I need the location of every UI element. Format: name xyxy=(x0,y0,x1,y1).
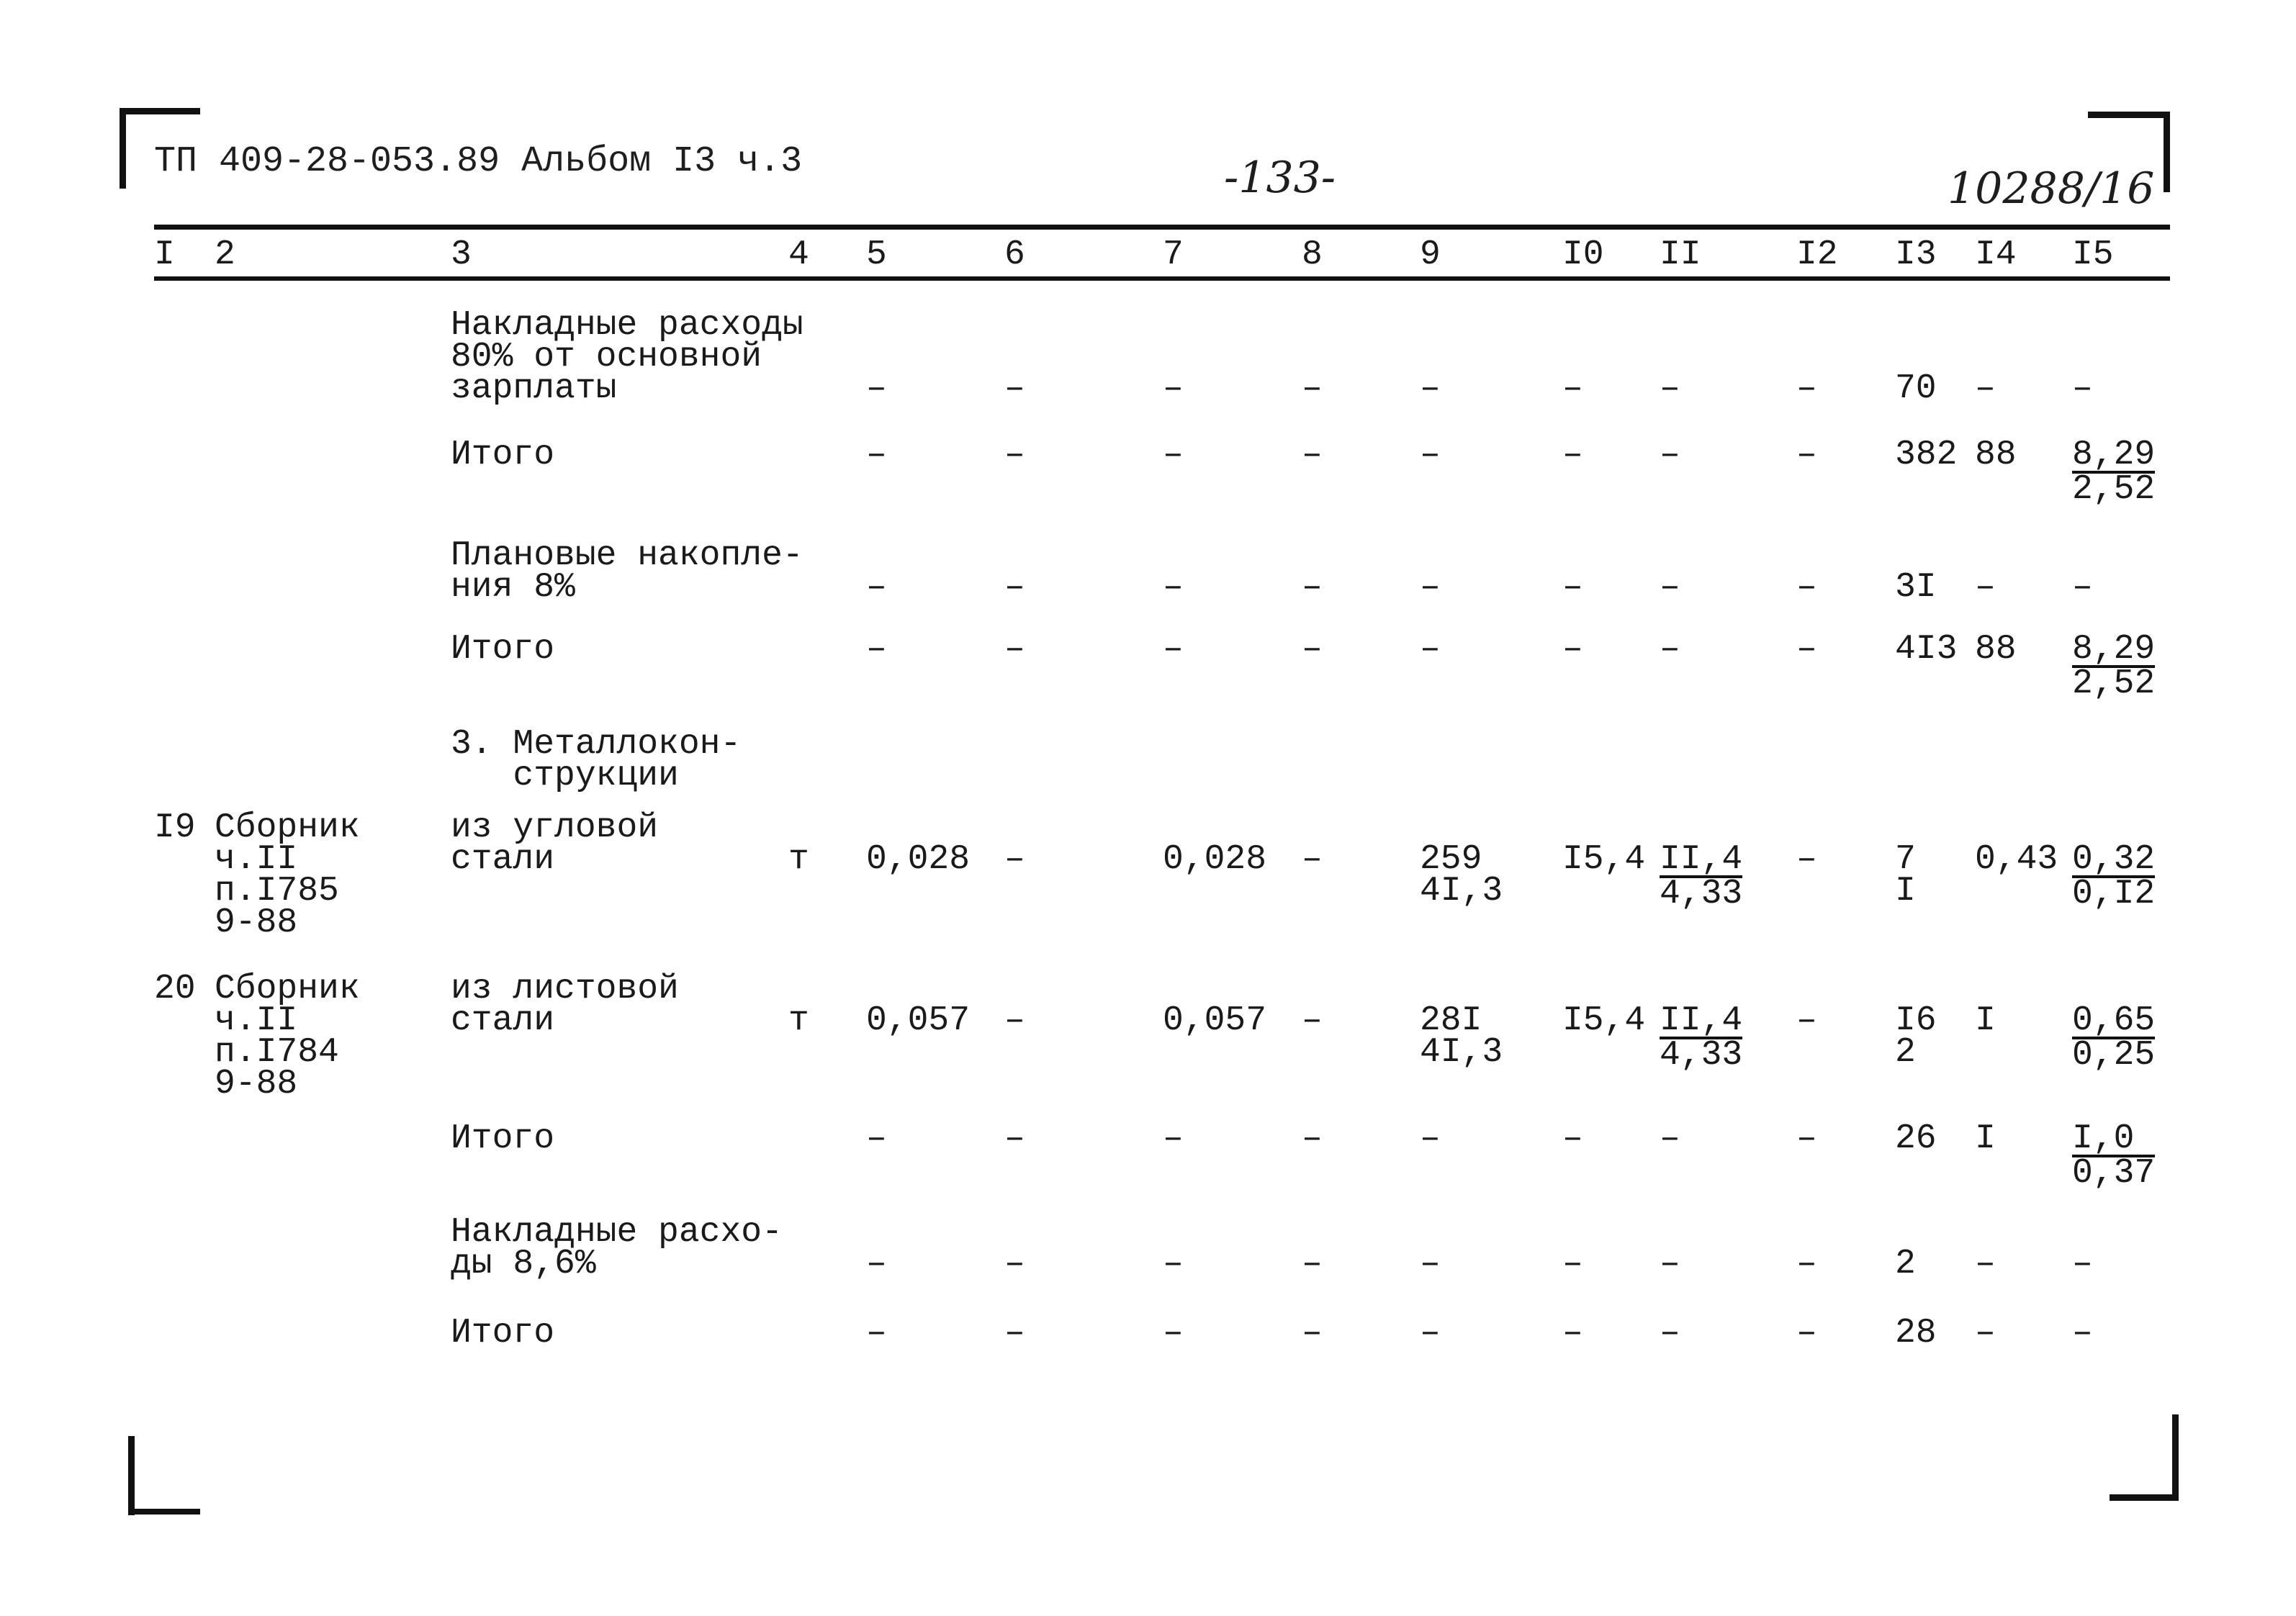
frame-corner-top-right-horizontal xyxy=(2088,112,2170,118)
fraction-denominator: 2,52 xyxy=(2072,664,2156,703)
col9-cell: – xyxy=(1420,1314,1441,1353)
col10-cell: – xyxy=(1562,568,1583,607)
col15-fraction xyxy=(2072,840,2156,913)
header-top-rule xyxy=(154,225,2170,230)
col14-cell: 0,43 xyxy=(1975,840,2058,879)
item-name-line: стали xyxy=(451,840,555,879)
col15-cell: – xyxy=(2072,568,2093,607)
column-number: 4 xyxy=(788,235,809,274)
col8-cell: – xyxy=(1302,435,1323,474)
col13-cell: 70 xyxy=(1895,369,1937,408)
col8-cell: – xyxy=(1302,630,1323,669)
source-reference-line: 9-88 xyxy=(215,903,298,942)
row-number: 20 xyxy=(154,970,196,1008)
fraction-numerator: II,4 xyxy=(1660,1001,1743,1040)
col13-cell: 7 xyxy=(1895,840,1916,879)
item-name-line: ния 8% xyxy=(451,568,575,607)
col6-cell: – xyxy=(1004,1119,1025,1158)
column-number: I3 xyxy=(1895,235,1937,274)
col13-cell: 26 xyxy=(1895,1119,1937,1158)
col12-cell: – xyxy=(1796,1119,1817,1158)
column-number: I4 xyxy=(1975,235,2017,274)
col6-cell: – xyxy=(1004,840,1025,879)
frame-corner-bottom-left-vertical xyxy=(128,1436,135,1515)
col11-cell: – xyxy=(1660,1119,1680,1158)
item-name-line: Итого xyxy=(451,1314,555,1353)
col8-cell: – xyxy=(1302,1314,1323,1353)
col15-fraction xyxy=(2072,1001,2156,1075)
col10-cell: – xyxy=(1562,630,1583,669)
col6-cell: – xyxy=(1004,1314,1025,1353)
col15-cell: – xyxy=(2072,1314,2093,1353)
col6-cell: – xyxy=(1004,369,1025,408)
column-number: 3 xyxy=(451,235,472,274)
col12-cell: – xyxy=(1796,1314,1817,1353)
col14-cell: 88 xyxy=(1975,630,2017,669)
col15-cell: – xyxy=(2072,1245,2093,1283)
col7-cell: – xyxy=(1163,630,1184,669)
column-number: 2 xyxy=(215,235,235,274)
frame-corner-bottom-right-horizontal xyxy=(2110,1494,2179,1501)
frame-corner-top-right-vertical xyxy=(2164,112,2170,192)
col13-cell: 382 xyxy=(1895,435,1958,474)
fraction-denominator: 0,25 xyxy=(2072,1036,2156,1075)
col9-cell: 4I,3 xyxy=(1420,1033,1503,1072)
fraction-denominator: 0,I2 xyxy=(2072,875,2156,913)
col7-cell: 0,057 xyxy=(1163,1001,1267,1040)
col15-fraction xyxy=(2072,435,2156,509)
col7-cell: – xyxy=(1163,1119,1184,1158)
row-number: I9 xyxy=(154,808,196,847)
col14-cell: – xyxy=(1975,1245,1996,1283)
fraction-numerator: I,0 xyxy=(2072,1123,2155,1157)
col13-cell: I xyxy=(1895,872,1916,911)
column-number: I2 xyxy=(1796,235,1838,274)
fraction-numerator: 0,32 xyxy=(2072,840,2156,879)
frame-corner-top-left-horizontal xyxy=(120,108,200,114)
item-name-line: из листовой xyxy=(451,970,679,1008)
col5-cell: 0,028 xyxy=(866,840,971,879)
col5-cell: 0,057 xyxy=(866,1001,971,1040)
col9-cell: – xyxy=(1420,1119,1441,1158)
col14-cell: – xyxy=(1975,1314,1996,1353)
col11-fraction xyxy=(1660,1001,1743,1075)
source-reference-line: ч.II xyxy=(215,1001,298,1040)
col13-cell: 28 xyxy=(1895,1314,1937,1353)
col11-cell: – xyxy=(1660,1245,1680,1283)
col5-cell: – xyxy=(866,435,887,474)
item-name-line: 80% от основной xyxy=(451,338,762,376)
col7-cell: – xyxy=(1163,568,1184,607)
col13-cell: 2 xyxy=(1895,1033,1916,1072)
source-reference-line: Сборник xyxy=(215,970,360,1008)
col10-cell: – xyxy=(1562,1314,1583,1353)
col15-cell: – xyxy=(2072,369,2093,408)
item-name-line: стали xyxy=(451,1001,555,1040)
col12-cell: – xyxy=(1796,369,1817,408)
fraction-denominator: 4,33 xyxy=(1660,875,1743,913)
col8-cell: – xyxy=(1302,568,1323,607)
col8-cell: – xyxy=(1302,369,1323,408)
page-number: -133- xyxy=(1224,153,1336,203)
col5-cell: – xyxy=(866,568,887,607)
item-name-line: струкции xyxy=(451,757,679,795)
fraction-denominator: 2,52 xyxy=(2072,470,2156,509)
item-name-line: ды 8,6% xyxy=(451,1245,596,1283)
item-name-line: Итого xyxy=(451,630,555,669)
col12-cell: – xyxy=(1796,630,1817,669)
item-name-line: Накладные расхо- xyxy=(451,1213,783,1252)
col9-cell: 28I xyxy=(1420,1001,1482,1040)
item-name-line: Итого xyxy=(451,435,555,474)
column-number: 7 xyxy=(1163,235,1184,274)
col5-cell: – xyxy=(866,369,887,408)
col12-cell: – xyxy=(1796,1245,1817,1283)
col14-cell: 88 xyxy=(1975,435,2017,474)
source-reference-line: Сборник xyxy=(215,808,360,847)
source-reference-line: п.I784 xyxy=(215,1033,339,1072)
fraction-numerator: 0,65 xyxy=(2072,1001,2156,1040)
col14-cell: I xyxy=(1975,1001,1996,1040)
col14-cell: – xyxy=(1975,568,1996,607)
col8-cell: – xyxy=(1302,1001,1323,1040)
col9-cell: – xyxy=(1420,630,1441,669)
col9-cell: – xyxy=(1420,568,1441,607)
col9-cell: – xyxy=(1420,435,1441,474)
item-name-line: Накладные расходы xyxy=(451,306,803,345)
col13-cell: I6 xyxy=(1895,1001,1937,1040)
fraction-numerator: 8,29 xyxy=(2072,435,2156,474)
column-number: II xyxy=(1660,235,1701,274)
col8-cell: – xyxy=(1302,1119,1323,1158)
col11-cell: – xyxy=(1660,1314,1680,1353)
col6-cell: – xyxy=(1004,1001,1025,1040)
col12-cell: – xyxy=(1796,1001,1817,1040)
col6-cell: – xyxy=(1004,568,1025,607)
col14-cell: I xyxy=(1975,1119,1996,1158)
unit-cell: т xyxy=(788,840,809,879)
col10-cell: I5,4 xyxy=(1562,1001,1646,1040)
column-number: 6 xyxy=(1004,235,1025,274)
unit-cell: т xyxy=(788,1001,809,1040)
item-name-line: 3. Металлокон- xyxy=(451,725,742,764)
item-name-line: зарплаты xyxy=(451,369,617,408)
col7-cell: – xyxy=(1163,1314,1184,1353)
col7-cell: – xyxy=(1163,369,1184,408)
col11-cell: – xyxy=(1660,630,1680,669)
column-number: 8 xyxy=(1302,235,1323,274)
fraction-denominator: 0,37 xyxy=(2072,1154,2156,1193)
col12-cell: – xyxy=(1796,568,1817,607)
col6-cell: – xyxy=(1004,630,1025,669)
col13-cell: 4I3 xyxy=(1895,630,1958,669)
col14-cell: – xyxy=(1975,369,1996,408)
col11-cell: – xyxy=(1660,568,1680,607)
col10-cell: – xyxy=(1562,1245,1583,1283)
header-bottom-rule xyxy=(154,276,2170,281)
item-name-line: Итого xyxy=(451,1119,555,1158)
col9-cell: 259 xyxy=(1420,840,1482,879)
col9-cell: – xyxy=(1420,369,1441,408)
column-number: I0 xyxy=(1562,235,1604,274)
source-reference-line: п.I785 xyxy=(215,872,339,911)
col8-cell: – xyxy=(1302,840,1323,879)
col7-cell: – xyxy=(1163,435,1184,474)
col5-cell: – xyxy=(866,1245,887,1283)
col15-fraction xyxy=(2072,630,2156,703)
item-name-line: Плановые накопле- xyxy=(451,536,803,575)
frame-corner-bottom-left-horizontal xyxy=(128,1509,200,1515)
col10-cell: I5,4 xyxy=(1562,840,1646,879)
col9-cell: 4I,3 xyxy=(1420,872,1503,911)
col11-cell: – xyxy=(1660,369,1680,408)
col12-cell: – xyxy=(1796,840,1817,879)
col10-cell: – xyxy=(1562,1119,1583,1158)
sheet-number: 10288/16 xyxy=(1948,163,2155,214)
col6-cell: – xyxy=(1004,1245,1025,1283)
source-reference-line: ч.II xyxy=(215,840,298,879)
col7-cell: – xyxy=(1163,1245,1184,1283)
source-reference-line: 9-88 xyxy=(215,1065,298,1103)
frame-corner-bottom-right-vertical xyxy=(2172,1414,2179,1501)
col9-cell: – xyxy=(1420,1245,1441,1283)
frame-corner-top-left-vertical xyxy=(120,108,126,189)
fraction-numerator: II,4 xyxy=(1660,840,1743,879)
column-number: 5 xyxy=(866,235,887,274)
col13-cell: 3I xyxy=(1895,568,1937,607)
document-code: ТП 409-28-053.89 Альбом I3 ч.3 xyxy=(154,141,803,182)
col6-cell: – xyxy=(1004,435,1025,474)
col11-cell: – xyxy=(1660,435,1680,474)
col7-cell: 0,028 xyxy=(1163,840,1267,879)
col13-cell: 2 xyxy=(1895,1245,1916,1283)
column-number: I xyxy=(154,235,175,274)
column-number: I5 xyxy=(2072,235,2114,274)
item-name-line: из угловой xyxy=(451,808,659,847)
col5-cell: – xyxy=(866,1119,887,1158)
col8-cell: – xyxy=(1302,1245,1323,1283)
col11-fraction xyxy=(1660,840,1743,913)
col10-cell: – xyxy=(1562,369,1583,408)
fraction-numerator: 8,29 xyxy=(2072,630,2156,669)
col15-fraction xyxy=(2072,1119,2156,1193)
col12-cell: – xyxy=(1796,435,1817,474)
col5-cell: – xyxy=(866,630,887,669)
column-number: 9 xyxy=(1420,235,1441,274)
col10-cell: – xyxy=(1562,435,1583,474)
col5-cell: – xyxy=(866,1314,887,1353)
fraction-denominator: 4,33 xyxy=(1660,1036,1743,1075)
